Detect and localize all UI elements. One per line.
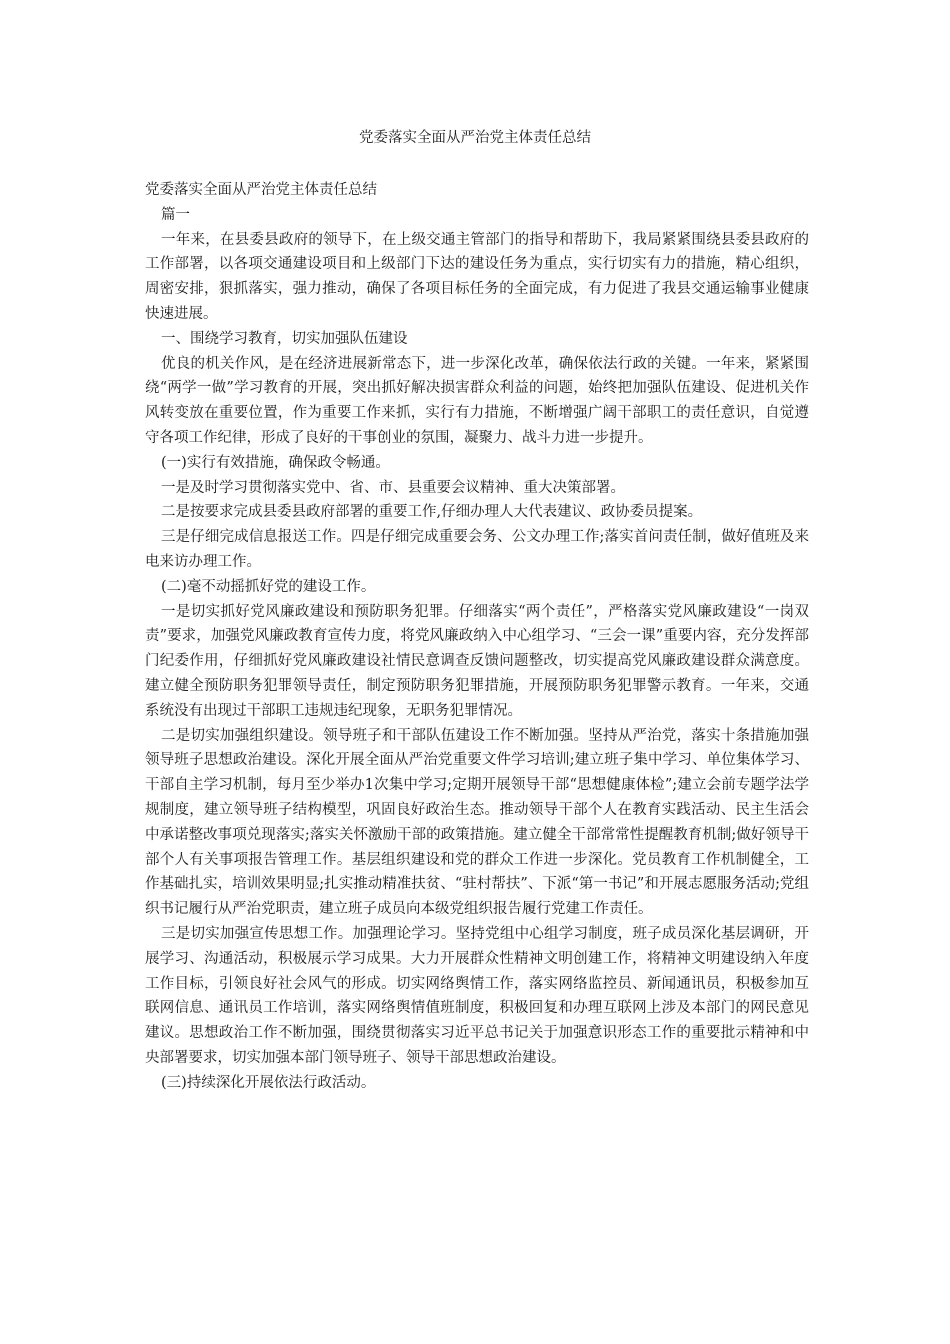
document-body (145, 178, 809, 1095)
document-paragraph: (二)毫不动摇抓好党的建设工作。 (161, 578, 376, 595)
document-subtitle: 党委落实全面从严治党主体责任总结 (145, 182, 377, 198)
document-paragraph: 二是切实加强组织建设。领导班子和干部队伍建设工作不断加强。坚持从严治党，落实十条措施加强领导班子思想政治建设。深化开展全面从严治党重要文件学习培训;建立班子集中学习、单位集体学习、干部自主学习机制，每月至少举办1次集中学习;定期开展领导干部“思想健康体检”;建立会前专题学法学规制度，建立领导班子结构模型，巩固良好政治生态。推动领导干部个人在教育实践活动、民主生活会中承诺整改事项兑现落实;落实关怀激励干部的政策措施。建立健全干部常常性提醒教育机制;做好领导干部个人有关事项报告管理工作。基层组织建设和党的群众工作进一步深化。党员教育工作机制健全，工作基础扎实，培训效果明显;扎实推动精准扶贫、“驻村帮扶”、下派“第一书记”和开展志愿服务活动;党组织书记履行从严治党职责，建立班子成员向本级党组织报告履行党建工作责任。 (145, 727, 809, 918)
document-title: 党委落实全面从严治党主体责任总结 (359, 130, 591, 146)
document-paragraph: 三是切实加强宣传思想工作。加强理论学习。坚持党组中心组学习制度，班子成员深化基层调研，开展学习、沟通活动，积极展示学习成果。大力开展群众性精神文明创建工作，将精神文明建设纳入年度工作目标，引领良好社会风气的形成。切实网络舆情工作，落实网络监控员、新闻通讯员，积极参加互联网信息、通讯员工作培训，落实网络舆情值班制度，积极回复和办理互联网上涉及本部门的网民意见建议。思想政治工作不断加强，围绕贯彻落实习近平总书记关于加强意识形态工作的重要批示精神和中央部署要求，切实加强本部门领导班子、领导干部思想政治建设。 (145, 925, 809, 1066)
document-paragraph: 一、围绕学习教育，切实加强队伍建设 (161, 330, 408, 347)
document-paragraph: 一是及时学习贯彻落实党中、省、市、县重要会议精神、重大决策部署。 (161, 479, 625, 496)
document-paragraph: 一年来，在县委县政府的领导下，在上级交通主管部门的指导和帮助下，我局紧紧围绕县委县政府的工作部署，以各项交通建设项目和上级部门下达的建设任务为重点，实行切实有力的措施，精心组织，周密安排，狠抓落实，强力推动，确保了各项目标任务的全面完成，有力促进了我县交通运输事业健康快速进展。 (145, 231, 809, 322)
document-paragraph: (一)实行有效措施，确保政令畅通。 (161, 454, 390, 471)
document-paragraph: 二是按要求完成县委县政府部署的重要工作,仔细办理人大代表建议、政协委员提案。 (161, 504, 703, 521)
document-paragraph: (三)持续深化开展依法行政活动。 (161, 1074, 376, 1091)
document-paragraph: 一是切实抓好党风廉政建设和预防职务犯罪。仔细落实“两个责任”，严格落实党风廉政建设“一岗双责”要求，加强党风廉政教育宣传力度，将党风廉政纳入中心组学习、“三会一课”重要内容，充分发挥部门纪委作用，仔细抓好党风廉政建设社情民意调查反馈问题整改，切实提高党风廉政建设群众满意度。建立健全预防职务犯罪领导责任，制定预防职务犯罪措施，开展预防职务犯罪警示教育。一年来，交通系统没有出现过干部职工违规违纪现象，无职务犯罪情况。 (145, 603, 809, 719)
document-paragraph: 优良的机关作风，是在经济进展新常态下，进一步深化改革，确保依法行政的关键。一年来，紧紧围绕“两学一做”学习教育的开展，突出抓好解决损害群众利益的问题，始终把加强队伍建设、促进机关作风转变放在重要位置，作为重要工作来抓，实行有力措施，不断增强广阔干部职工的责任意识，自觉遵守各项工作纪律，形成了良好的干事创业的氛围，凝聚力、战斗力进一步提升。 (145, 355, 809, 446)
document-paragraph: 篇一 (161, 206, 190, 223)
document-paragraph: 三是仔细完成信息报送工作。四是仔细完成重要会务、公文办理工作;落实首问责任制，做好值班及来电来访办理工作。 (145, 529, 809, 570)
